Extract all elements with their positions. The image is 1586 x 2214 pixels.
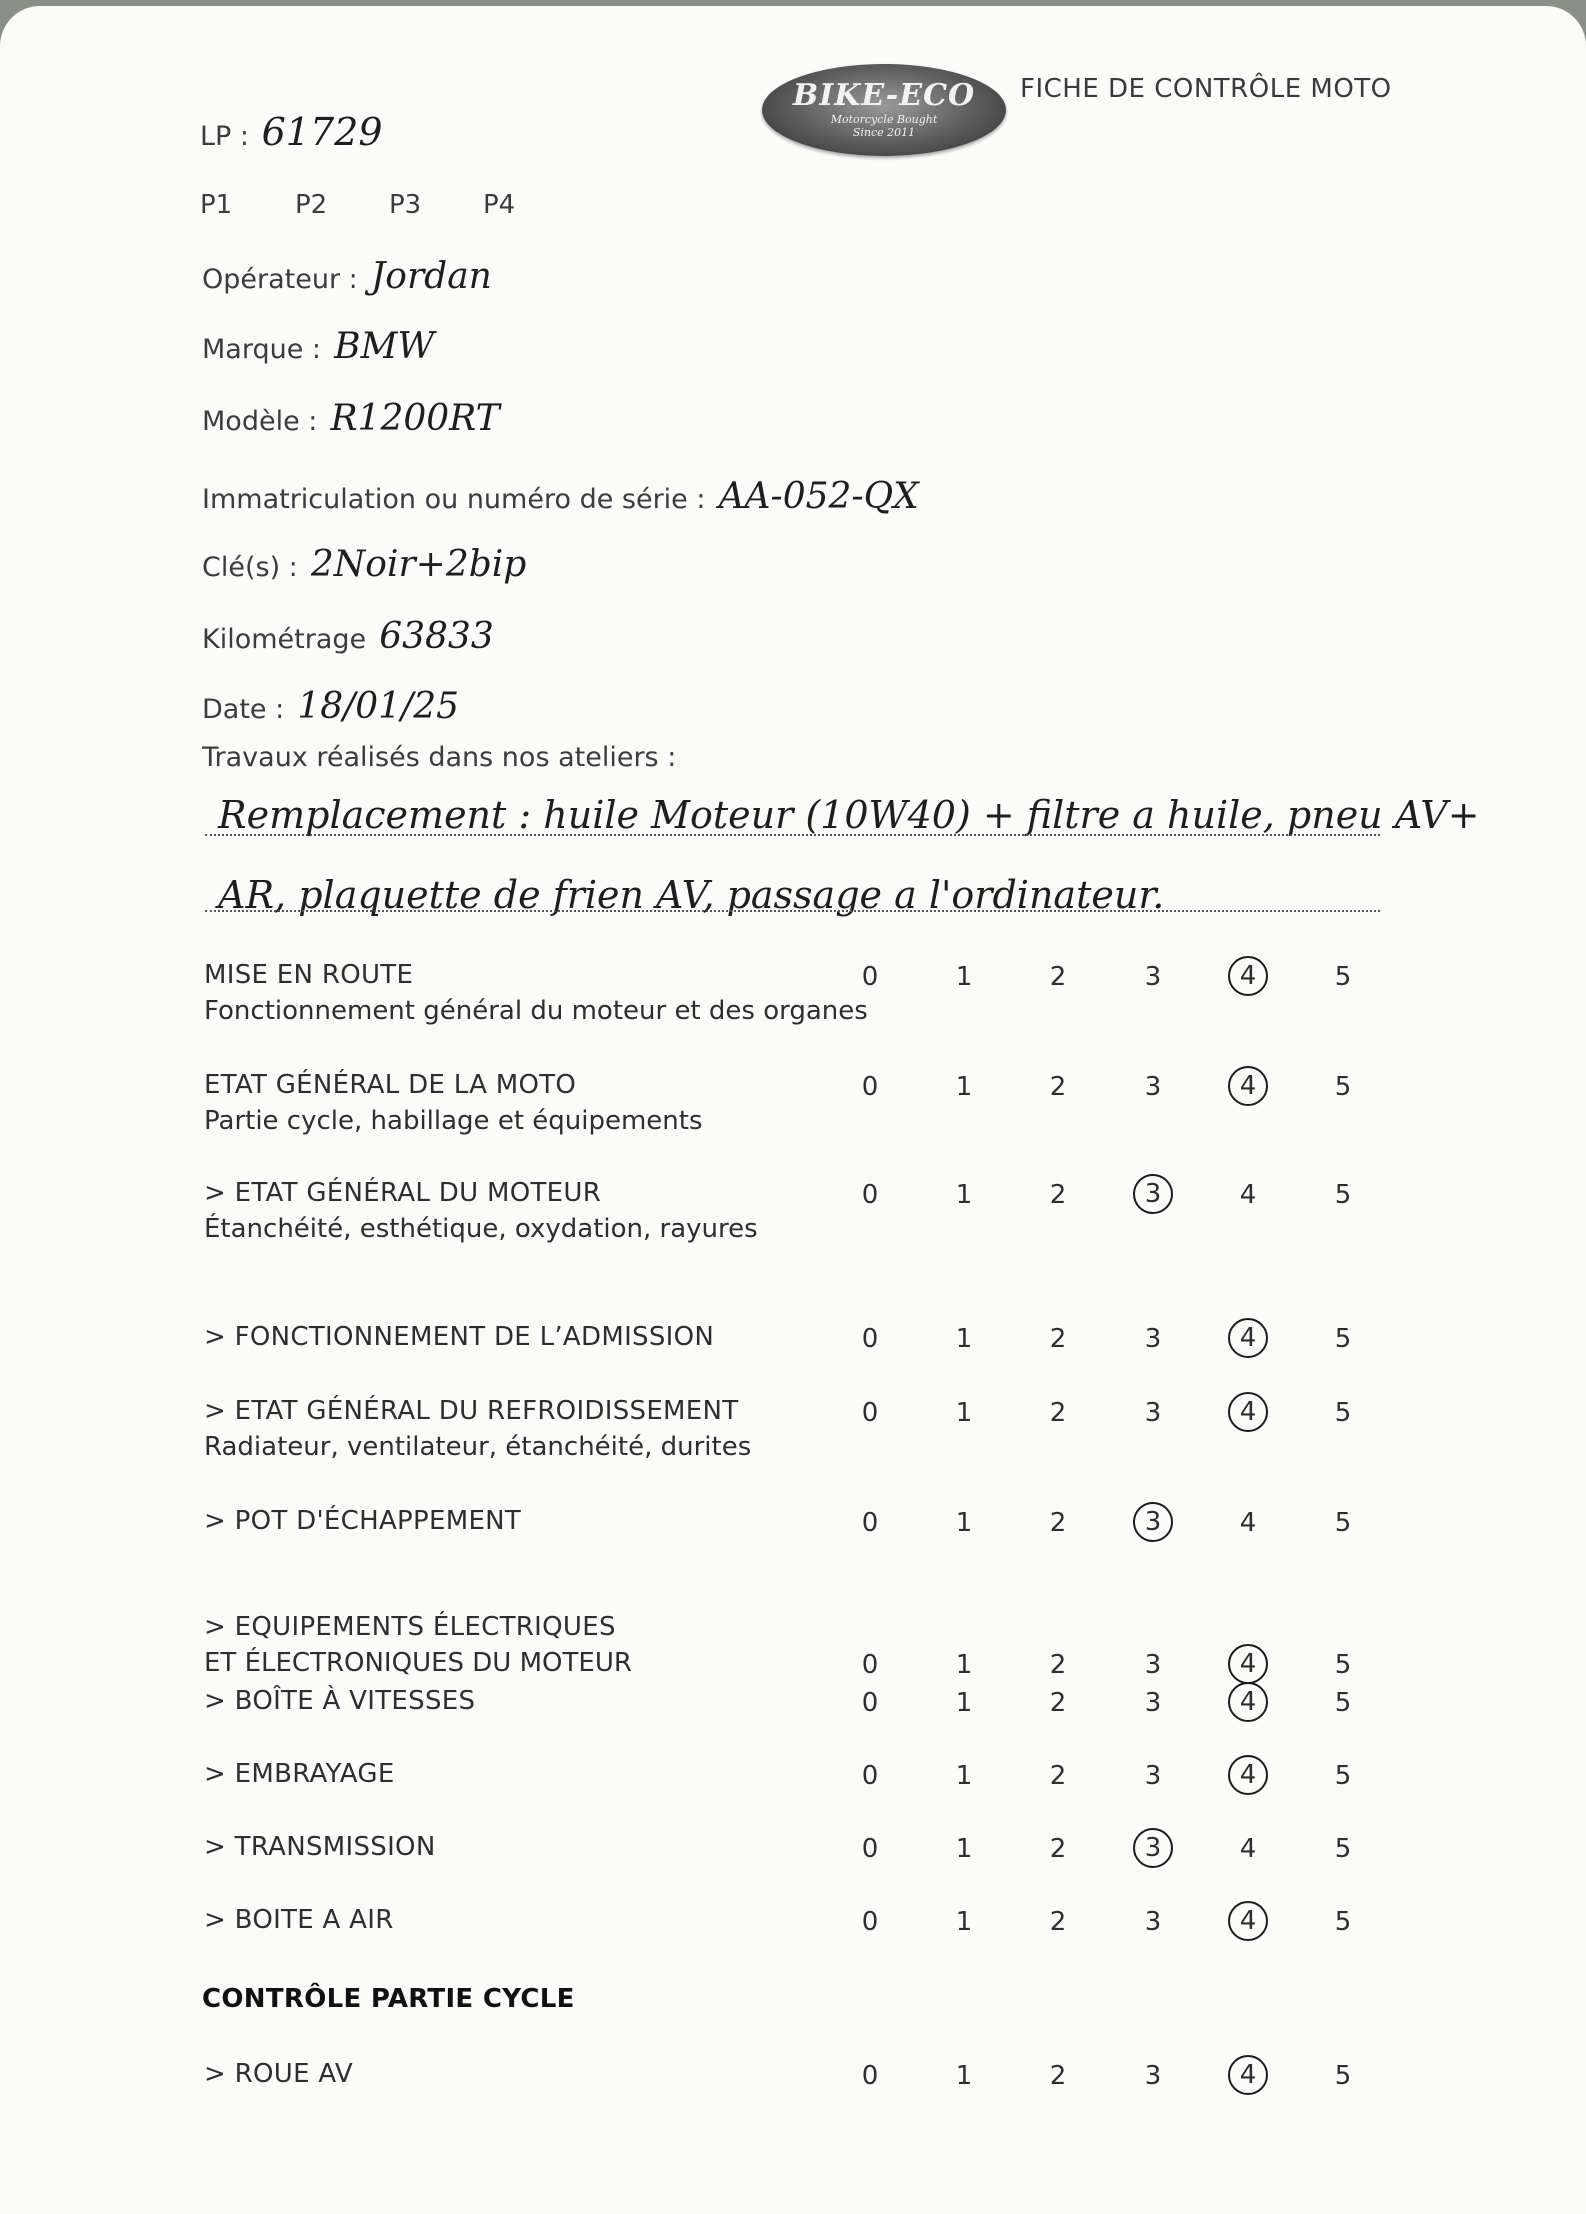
mileage-value: 63833 bbox=[379, 616, 494, 657]
control-row-2-title: ETAT GÉNÉRAL DE LA MOTO bbox=[204, 1070, 577, 1100]
control-row-6-score-0[interactable]: 0 bbox=[861, 1508, 879, 1538]
control-row-3-score-0[interactable]: 0 bbox=[861, 1180, 879, 1210]
control-row-10-score-5[interactable]: 5 bbox=[1334, 1834, 1352, 1864]
cycle-section-title: CONTRÔLE PARTIE CYCLE bbox=[202, 1984, 575, 2014]
control-row-9-score-4-selected[interactable]: 4 bbox=[1228, 1755, 1268, 1795]
control-row-1-score-0[interactable]: 0 bbox=[861, 962, 879, 992]
control-row-10-score-4[interactable]: 4 bbox=[1239, 1834, 1257, 1864]
control-row-2-score-1[interactable]: 1 bbox=[955, 1072, 973, 1102]
cycle-row-1-score-3[interactable]: 3 bbox=[1144, 2061, 1162, 2091]
operator-label: Opérateur : bbox=[202, 264, 358, 295]
control-row-8-score-4-selected[interactable]: 4 bbox=[1228, 1682, 1268, 1722]
work-line-1: Remplacement : huile Moteur (10W40) + filtre a huile, pneu AV+ bbox=[218, 793, 1480, 837]
mileage-label: Kilométrage bbox=[202, 624, 367, 655]
registration-value: AA-052-QX bbox=[718, 476, 919, 517]
position-p4: P4 bbox=[483, 190, 516, 220]
control-row-4-score-2[interactable]: 2 bbox=[1049, 1324, 1067, 1354]
operator-value: Jordan bbox=[370, 256, 492, 297]
control-row-11-title: > BOITE A AIR bbox=[204, 1905, 394, 1935]
cycle-row-1-score-1[interactable]: 1 bbox=[955, 2061, 973, 2091]
lp-label: LP : bbox=[200, 121, 250, 152]
model-field bbox=[202, 398, 500, 439]
control-row-3-score-1[interactable]: 1 bbox=[955, 1180, 973, 1210]
control-row-2-score-3[interactable]: 3 bbox=[1144, 1072, 1162, 1102]
control-row-1-subtitle: Fonctionnement général du moteur et des organes bbox=[204, 996, 868, 1026]
control-row-5-subtitle: Radiateur, ventilateur, étanchéité, durites bbox=[204, 1432, 752, 1462]
registration-label: Immatriculation ou numéro de série : bbox=[202, 484, 706, 515]
control-row-3-score-4[interactable]: 4 bbox=[1239, 1180, 1257, 1210]
date-value: 18/01/25 bbox=[297, 686, 459, 727]
work-dotted-line-1 bbox=[205, 834, 1380, 836]
control-row-11-score-3[interactable]: 3 bbox=[1144, 1907, 1162, 1937]
control-row-6-score-4[interactable]: 4 bbox=[1239, 1508, 1257, 1538]
cycle-row-1-score-4-selected[interactable]: 4 bbox=[1228, 2055, 1268, 2095]
cycle-row-1-score-0[interactable]: 0 bbox=[861, 2061, 879, 2091]
control-row-9-title: > EMBRAYAGE bbox=[204, 1759, 395, 1789]
position-p1: P1 bbox=[200, 190, 233, 220]
control-row-6-score-1[interactable]: 1 bbox=[955, 1508, 973, 1538]
control-row-8-score-1[interactable]: 1 bbox=[955, 1688, 973, 1718]
keys-field bbox=[202, 544, 526, 585]
control-row-1-score-2[interactable]: 2 bbox=[1049, 962, 1067, 992]
control-row-9-score-2[interactable]: 2 bbox=[1049, 1761, 1067, 1791]
control-row-5-score-1[interactable]: 1 bbox=[955, 1398, 973, 1428]
control-row-1-title: MISE EN ROUTE bbox=[204, 960, 414, 990]
control-row-8-score-2[interactable]: 2 bbox=[1049, 1688, 1067, 1718]
control-row-4-score-1[interactable]: 1 bbox=[955, 1324, 973, 1354]
control-row-3-score-2[interactable]: 2 bbox=[1049, 1180, 1067, 1210]
logo-text: BIKE-ECO bbox=[792, 78, 976, 113]
work-line-2: AR, plaquette de frien AV, passage a l'ordinateur. bbox=[218, 873, 1165, 917]
control-row-11-score-1[interactable]: 1 bbox=[955, 1907, 973, 1937]
model-label: Modèle : bbox=[202, 406, 318, 437]
control-row-4-score-0[interactable]: 0 bbox=[861, 1324, 879, 1354]
operator-field bbox=[202, 256, 492, 297]
keys-label: Clé(s) : bbox=[202, 552, 298, 583]
document-title: FICHE DE CONTRÔLE MOTO bbox=[1020, 74, 1392, 104]
control-row-9-score-3[interactable]: 3 bbox=[1144, 1761, 1162, 1791]
cycle-row-1-score-2[interactable]: 2 bbox=[1049, 2061, 1067, 2091]
control-row-10-score-0[interactable]: 0 bbox=[861, 1834, 879, 1864]
control-row-11-score-5[interactable]: 5 bbox=[1334, 1907, 1352, 1937]
logo-tagline: Motorcycle Bought bbox=[830, 113, 938, 126]
control-row-4-title: > FONCTIONNEMENT DE L’ADMISSION bbox=[204, 1322, 715, 1352]
cycle-row-1-title: > ROUE AV bbox=[204, 2059, 353, 2089]
control-row-11-score-4-selected[interactable]: 4 bbox=[1228, 1901, 1268, 1941]
mileage-field bbox=[202, 616, 494, 657]
bike-eco-logo bbox=[762, 64, 1006, 156]
control-row-1-score-5[interactable]: 5 bbox=[1334, 962, 1352, 992]
control-row-5-title: > ETAT GÉNÉRAL DU REFROIDISSEMENT bbox=[204, 1396, 739, 1426]
control-row-8-score-3[interactable]: 3 bbox=[1144, 1688, 1162, 1718]
control-row-7-score-2[interactable]: 2 bbox=[1049, 1650, 1067, 1680]
control-row-5-score-3[interactable]: 3 bbox=[1144, 1398, 1162, 1428]
control-row-2-score-5[interactable]: 5 bbox=[1334, 1072, 1352, 1102]
control-row-3-score-5[interactable]: 5 bbox=[1334, 1180, 1352, 1210]
control-row-10-title: > TRANSMISSION bbox=[204, 1832, 436, 1862]
control-row-3-score-3-selected[interactable]: 3 bbox=[1133, 1174, 1173, 1214]
control-row-3-subtitle: Étanchéité, esthétique, oxydation, rayures bbox=[204, 1214, 758, 1244]
control-row-7-score-5[interactable]: 5 bbox=[1334, 1650, 1352, 1680]
date-field bbox=[202, 686, 459, 727]
control-row-6-score-5[interactable]: 5 bbox=[1334, 1508, 1352, 1538]
control-row-2-score-4-selected[interactable]: 4 bbox=[1228, 1066, 1268, 1106]
control-row-1-score-3[interactable]: 3 bbox=[1144, 962, 1162, 992]
logo-since: Since 2011 bbox=[852, 126, 916, 139]
control-row-5-score-2[interactable]: 2 bbox=[1049, 1398, 1067, 1428]
control-row-5-score-4-selected[interactable]: 4 bbox=[1228, 1392, 1268, 1432]
position-p3: P3 bbox=[389, 190, 422, 220]
control-row-1-score-4-selected[interactable]: 4 bbox=[1228, 956, 1268, 996]
registration-field bbox=[202, 476, 919, 517]
control-row-9-score-0[interactable]: 0 bbox=[861, 1761, 879, 1791]
control-row-7-score-0[interactable]: 0 bbox=[861, 1650, 879, 1680]
control-row-5-score-0[interactable]: 0 bbox=[861, 1398, 879, 1428]
control-row-2-subtitle: Partie cycle, habillage et équipements bbox=[204, 1106, 703, 1136]
brand-value: BMW bbox=[334, 326, 435, 367]
control-row-10-score-2[interactable]: 2 bbox=[1049, 1834, 1067, 1864]
brand-label: Marque : bbox=[202, 334, 322, 365]
control-row-4-score-4-selected[interactable]: 4 bbox=[1228, 1318, 1268, 1358]
cycle-row-1-score-5[interactable]: 5 bbox=[1334, 2061, 1352, 2091]
control-row-10-score-3-selected[interactable]: 3 bbox=[1133, 1828, 1173, 1868]
work-label: Travaux réalisés dans nos ateliers : bbox=[202, 742, 677, 773]
control-row-7-score-3[interactable]: 3 bbox=[1144, 1650, 1162, 1680]
control-row-3-title: > ETAT GÉNÉRAL DU MOTEUR bbox=[204, 1178, 602, 1208]
control-row-6-score-2[interactable]: 2 bbox=[1049, 1508, 1067, 1538]
control-row-8-title: > BOÎTE À VITESSES bbox=[204, 1686, 476, 1716]
control-row-7-title: > EQUIPEMENTS ÉLECTRIQUES bbox=[204, 1612, 616, 1642]
control-row-9-score-1[interactable]: 1 bbox=[955, 1761, 973, 1791]
control-sheet bbox=[0, 6, 1586, 2214]
control-row-7-score-4-selected[interactable]: 4 bbox=[1228, 1644, 1268, 1684]
model-value: R1200RT bbox=[330, 398, 500, 439]
control-row-7-subtitle: ET ÉLECTRONIQUES DU MOTEUR bbox=[204, 1648, 632, 1678]
control-row-5-score-5[interactable]: 5 bbox=[1334, 1398, 1352, 1428]
control-row-8-score-5[interactable]: 5 bbox=[1334, 1688, 1352, 1718]
control-row-10-score-1[interactable]: 1 bbox=[955, 1834, 973, 1864]
keys-value: 2Noir+2bip bbox=[310, 544, 527, 585]
lp-field bbox=[200, 110, 383, 154]
control-row-6-title: > POT D'ÉCHAPPEMENT bbox=[204, 1506, 522, 1536]
control-row-11-score-0[interactable]: 0 bbox=[861, 1907, 879, 1937]
lp-value: 61729 bbox=[261, 110, 383, 154]
work-dotted-line-2 bbox=[205, 910, 1380, 912]
control-row-8-score-0[interactable]: 0 bbox=[861, 1688, 879, 1718]
control-row-4-score-3[interactable]: 3 bbox=[1144, 1324, 1162, 1354]
control-row-4-score-5[interactable]: 5 bbox=[1334, 1324, 1352, 1354]
control-row-11-score-2[interactable]: 2 bbox=[1049, 1907, 1067, 1937]
control-row-9-score-5[interactable]: 5 bbox=[1334, 1761, 1352, 1791]
date-label: Date : bbox=[202, 694, 285, 725]
control-row-7-score-1[interactable]: 1 bbox=[955, 1650, 973, 1680]
position-p2: P2 bbox=[295, 190, 328, 220]
control-row-1-score-1[interactable]: 1 bbox=[955, 962, 973, 992]
control-row-6-score-3-selected[interactable]: 3 bbox=[1133, 1502, 1173, 1542]
control-row-2-score-2[interactable]: 2 bbox=[1049, 1072, 1067, 1102]
brand-field bbox=[202, 326, 434, 367]
control-row-2-score-0[interactable]: 0 bbox=[861, 1072, 879, 1102]
